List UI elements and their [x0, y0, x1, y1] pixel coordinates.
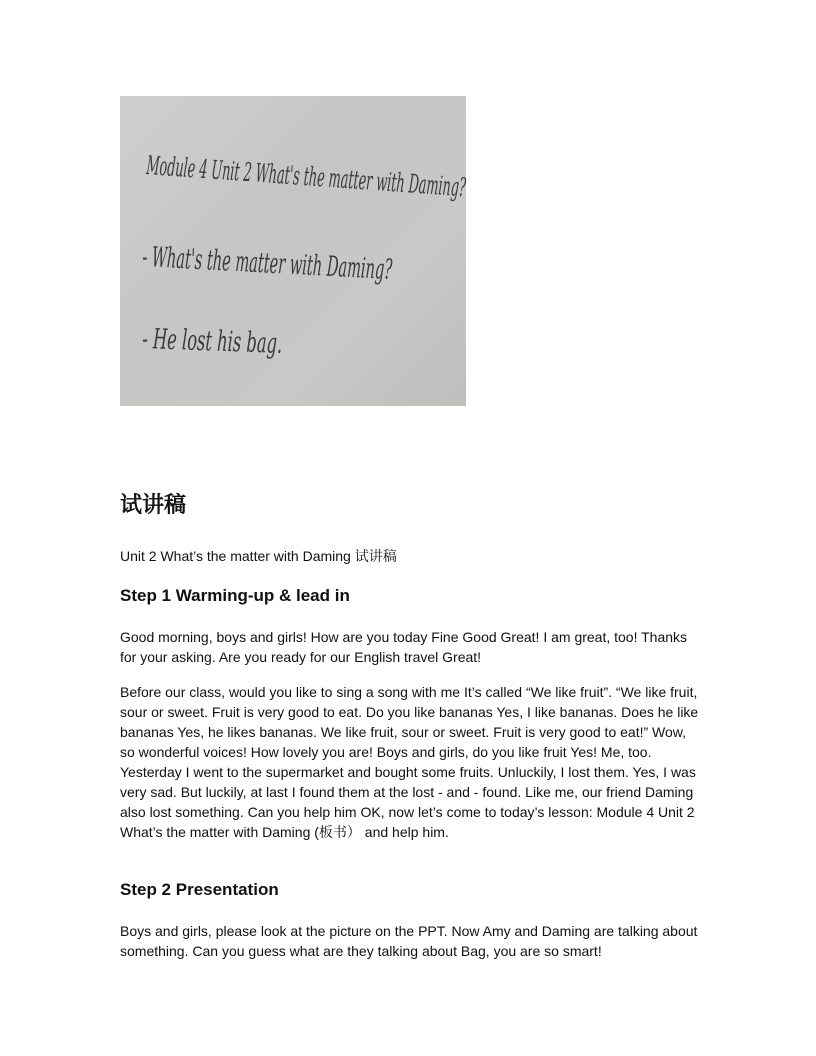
step-2-heading: Step 2 Presentation [120, 880, 279, 899]
handwriting-line-1: Module 4 Unit 2 What's the matter with Daming? [145, 151, 798, 227]
handwritten-board-photo [120, 96, 798, 406]
step-1-heading: Step 1 Warming-up & lead in [120, 586, 350, 605]
paragraph-greeting: Good morning, boys and girls! How are you today Fine Good Great! I am great, too! Thanks for your asking. Are you ready for our English travel Great! [120, 629, 688, 665]
page-title: 试讲稿 [120, 493, 187, 518]
paragraph-song: Before our class, would you like to sing a song with me It’s called “We like fruit”. “We like fruit, sour or sweet. Fruit is very good to eat. Do you like bananas Yes, I like bananas. Does he like bananas Yes, he likes bananas. We like fruit, sour or sweet. Fruit is very good to eat!” Wow, so wonderful voices! How lovely you are! Boys and girls, do you like fruit Yes! Me, too. Yesterday I went to the supermarket and bought some fruits. Unluckily, I lost them. Yes, I was very sad. But luckily, at last I found them at the lost - and - found. Like me, our friend Daming also lost something. Can you help him OK, now let’s come to today’s lesson: Module 4 Unit 2 What’s the matter with Daming (板书） and help him. [120, 684, 699, 840]
paragraph-presentation: Boys and girls, please look at the picture on the PPT. Now Amy and Daming are talking about something. Can you guess what are they talking about Bag, you are so smart! [120, 923, 698, 959]
handwriting-line-2: - What's the matter with Daming? [141, 240, 623, 299]
handwriting-line-3: - He lost his bag. [141, 322, 384, 364]
document-subtitle: Unit 2 What’s the matter with Daming 试讲稿 [120, 548, 397, 564]
